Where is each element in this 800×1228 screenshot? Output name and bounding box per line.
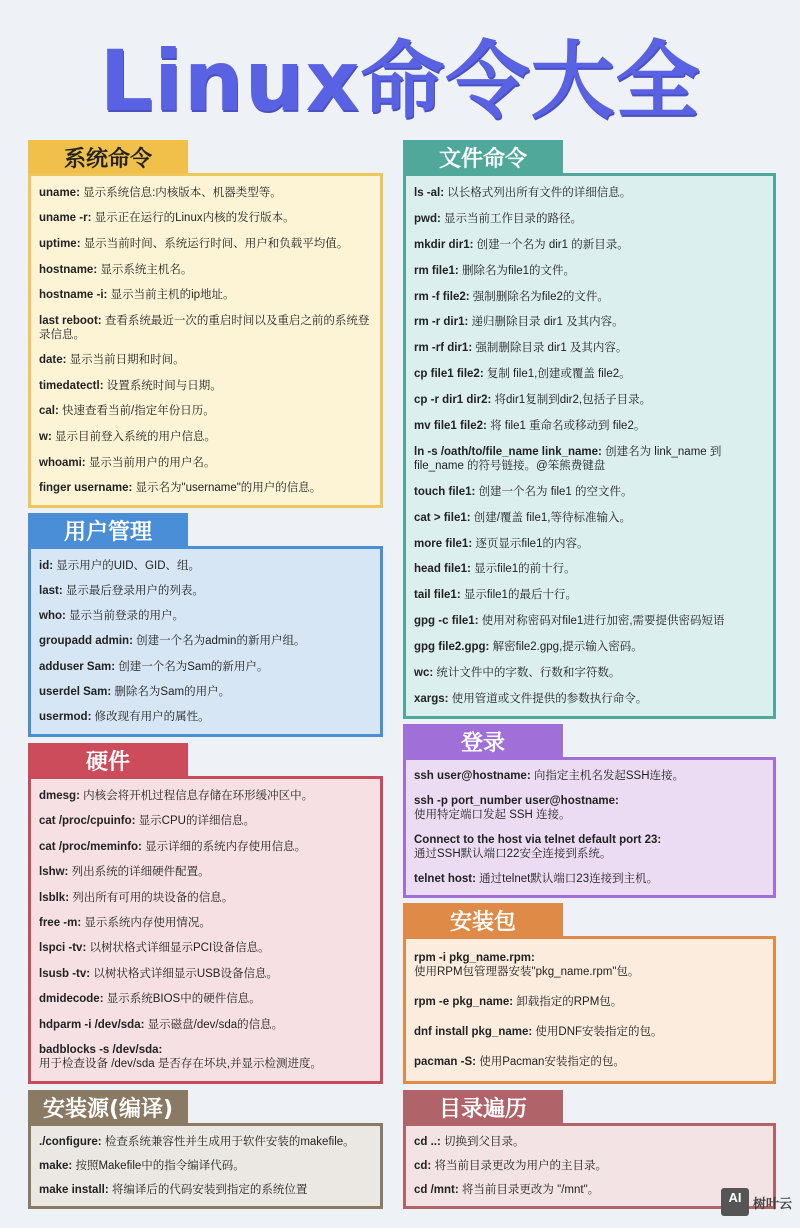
command-description: 内核会将开机过程信息存储在环形缓冲区中。 [79, 789, 314, 802]
command-item [39, 456, 372, 470]
command-name: touch file1: [414, 485, 476, 498]
command-description: 强制删除名为file2的文件。 [469, 290, 609, 303]
command-item [414, 264, 765, 278]
command-name: lspci -tv: [39, 942, 87, 955]
command-name: wc: [414, 666, 434, 679]
command-description: 将编译后的代码安装到指定的系统位置 [108, 1184, 308, 1196]
section-packages [403, 903, 776, 1084]
command-item [39, 1018, 372, 1032]
command-description: 显示名为"username"的用户的信息。 [132, 482, 322, 495]
command-list [28, 546, 383, 737]
command-description: 显示当前用户的用户名。 [85, 456, 216, 469]
section-title: 系统命令 [28, 140, 188, 174]
command-item [414, 562, 765, 576]
command-name: cp -r dir1 dir2: [414, 394, 492, 407]
command-name: cd: [414, 1160, 432, 1172]
command-description: 删除名为Sam的用户。 [111, 686, 231, 699]
command-description: 向指定主机名发起SSH连接。 [530, 770, 685, 783]
command-description: 使用RPM包管理器安装"pkg_name.rpm"包。 [414, 966, 640, 978]
command-name: pacman -S: [414, 1056, 476, 1068]
command-name: cal: [39, 405, 59, 418]
command-item [414, 393, 765, 407]
section-title: 安装源(编译) [28, 1090, 188, 1124]
command-description: 显示系统内存使用情况。 [81, 916, 211, 929]
command-name: dnf install pkg_name: [414, 1026, 533, 1038]
command-item [414, 511, 765, 525]
command-item [39, 186, 372, 200]
command-item [414, 341, 765, 355]
command-item [39, 559, 372, 573]
command-name: last: [39, 584, 63, 597]
command-name: ssh user@hostname: [414, 770, 531, 783]
command-list [28, 776, 383, 1084]
command-item [39, 379, 372, 393]
command-name: dmesg: [39, 789, 80, 802]
command-description: 使用Pacman安装指定的包。 [476, 1056, 625, 1068]
command-description: 删除名为file1的文件。 [458, 264, 576, 277]
section-hardware [28, 743, 383, 1084]
page-title: Linux命令大全 [99, 32, 701, 130]
command-description: 显示当前登录的用户。 [65, 610, 185, 623]
command-item [414, 485, 765, 499]
command-name: more file1: [414, 537, 473, 550]
command-description: 使用对称密码对file1进行加密,需要提供密码短语 [478, 615, 725, 628]
command-list [28, 1123, 383, 1209]
command-description: 逐页显示file1的内容。 [472, 537, 589, 550]
command-item [39, 710, 372, 724]
command-name: w: [39, 430, 52, 443]
command-item [39, 288, 372, 302]
command-description: 显示详细的系统内存使用信息。 [141, 840, 307, 853]
command-name: rm file1: [414, 264, 459, 277]
command-item [414, 794, 765, 822]
command-item [39, 211, 372, 225]
command-name: adduser Sam: [39, 660, 116, 673]
command-item [39, 840, 372, 854]
command-name: hdparm -i /dev/sda: [39, 1018, 145, 1031]
command-description: 创建一个名为 dir1 的新目录。 [473, 238, 629, 251]
command-item [39, 481, 372, 495]
command-name: ssh -p port_number user@hostname: [414, 795, 619, 808]
command-item [39, 941, 372, 955]
command-item [39, 237, 372, 251]
command-name: make install: [39, 1184, 109, 1196]
command-name: timedatectl: [39, 379, 104, 392]
command-item [414, 367, 765, 381]
command-name: ln -s /oath/to/file_name link_name: [414, 445, 602, 458]
command-name: dmidecode: [39, 993, 104, 1006]
command-name: badblocks -s /dev/sda: [39, 1044, 163, 1057]
command-item [414, 1183, 765, 1197]
command-description: 将当前目录更改为 "/mnt"。 [458, 1184, 600, 1196]
command-description: 显示最后登录用户的列表。 [62, 584, 204, 597]
command-item [414, 614, 765, 628]
command-description: 显示当前工作目录的路径。 [440, 212, 583, 225]
section-users [28, 513, 383, 737]
command-item [414, 666, 765, 680]
section-title: 目录遍历 [403, 1090, 563, 1124]
command-description: 显示当前日期和时间。 [66, 354, 185, 367]
command-item [414, 315, 765, 329]
command-name: hostname: [39, 263, 98, 276]
command-item [39, 404, 372, 418]
command-description: 按照Makefile中的指令编译代码。 [72, 1160, 245, 1172]
command-item [39, 314, 372, 342]
command-name: cat /proc/meminfo: [39, 840, 142, 853]
command-description: 显示用户的UID、GID、组。 [53, 559, 201, 572]
command-description: 设置系统时间与日期。 [103, 379, 222, 392]
command-name: make: [39, 1160, 73, 1172]
command-name: cp file1 file2: [414, 368, 484, 381]
command-description: 卸载指定的RPM包。 [513, 996, 623, 1008]
command-item [39, 609, 372, 623]
command-name: cat /proc/cpuinfo: [39, 815, 136, 828]
watermark-logo-icon: AI [721, 1188, 749, 1216]
command-item [414, 833, 765, 861]
command-item [414, 995, 765, 1009]
command-item [414, 290, 765, 304]
command-description: 使用DNF安装指定的包。 [532, 1026, 663, 1038]
command-description: 解密file2.gpg,提示输入密码。 [489, 641, 643, 654]
command-item [39, 967, 372, 981]
command-item [39, 992, 372, 1006]
command-description: 将当前目录更改为用户的主目录。 [431, 1160, 607, 1172]
command-name: ./configure: [39, 1136, 102, 1148]
watermark [721, 1188, 792, 1216]
command-item [39, 1135, 372, 1149]
command-description: 显示目前登入系统的用户信息。 [51, 430, 216, 443]
command-name: mv file1 file2: [414, 419, 487, 432]
command-item [39, 634, 372, 648]
command-description: 以树状格式详细显示USB设备信息。 [90, 967, 278, 980]
command-description: 使用特定端口发起 SSH 连接。 [414, 809, 571, 822]
command-name: telnet host: [414, 872, 476, 885]
command-description: 创建一个名为Sam的新用户。 [115, 660, 269, 673]
command-description: 将 file1 重命名或移动到 file2。 [486, 419, 646, 432]
command-item [414, 1055, 765, 1069]
command-list [403, 757, 776, 898]
command-list [28, 173, 383, 508]
command-item [39, 430, 372, 444]
command-item [414, 769, 765, 783]
command-name: gpg file2.gpg: [414, 641, 490, 654]
command-item [414, 1025, 765, 1039]
command-name: groupadd admin: [39, 635, 133, 648]
command-name: xargs: [414, 692, 449, 705]
command-item [39, 1183, 372, 1197]
command-description: 将dir1复制到dir2,包括子目录。 [491, 394, 652, 407]
command-description: 切换到父目录。 [440, 1136, 525, 1148]
command-description: 使用管道或文件提供的参数执行命令。 [448, 692, 648, 705]
command-item [414, 186, 765, 200]
command-list [403, 173, 776, 719]
command-name: cat > file1: [414, 511, 471, 524]
section-files [403, 140, 776, 719]
command-description: 递归删除目录 dir1 及其内容。 [468, 316, 624, 329]
command-name: lsblk: [39, 891, 70, 904]
command-description: 创建名为 link_name 到 file_name 的符号链接。@笨熊费键盘 [414, 445, 722, 472]
command-item [39, 789, 372, 803]
command-item [39, 891, 372, 905]
section-login [403, 724, 776, 898]
command-item [39, 685, 372, 699]
command-item [414, 212, 765, 226]
command-name: head file1: [414, 563, 471, 576]
section-title: 登录 [403, 724, 563, 758]
command-name: cd ..: [414, 1136, 441, 1148]
command-description: 创建/覆盖 file1,等待标准输入。 [470, 511, 631, 524]
command-description: 显示当前时间、系统运行时间、用户和负载平均值。 [80, 237, 349, 250]
section-build [28, 1090, 383, 1209]
command-description: 显示file1的前十行。 [470, 563, 576, 576]
command-description: 通过SSH默认端口22安全连接到系统。 [414, 847, 612, 860]
command-description: 修改现有用户的属性。 [91, 711, 210, 724]
command-item [39, 865, 372, 879]
command-item [414, 1135, 765, 1149]
command-name: rpm -e pkg_name: [414, 996, 514, 1008]
command-description: 复制 file1,创建或覆盖 file2。 [483, 368, 631, 381]
command-description: 创建一个名为 file1 的空文件。 [475, 485, 633, 498]
command-item [414, 419, 765, 433]
command-name: rm -rf dir1: [414, 342, 473, 355]
command-description: 显示CPU的详细信息。 [135, 815, 255, 828]
command-description: 显示系统主机名。 [97, 263, 193, 276]
command-name: hostname -i: [39, 289, 108, 302]
command-item [414, 1159, 765, 1173]
command-description: 显示磁盘/dev/sda的信息。 [144, 1018, 284, 1031]
section-title: 文件命令 [403, 140, 563, 174]
command-item [414, 692, 765, 706]
command-name: date: [39, 354, 67, 367]
section-title: 用户管理 [28, 513, 188, 547]
command-description: 显示系统信息:内核版本、机器类型等。 [79, 186, 282, 199]
command-description: 列出所有可用的块设备的信息。 [69, 891, 234, 904]
command-description: 以树状格式详细显示PCI设备信息。 [86, 942, 270, 955]
watermark-text: 树叶云 [752, 1195, 792, 1211]
command-name: whoami: [39, 456, 86, 469]
command-description: 统计文件中的字数、行数和字符数。 [433, 666, 621, 679]
command-item [414, 238, 765, 252]
command-item [39, 916, 372, 930]
command-name: uptime: [39, 237, 81, 250]
command-item [39, 1159, 372, 1173]
command-item [414, 640, 765, 654]
command-item [39, 814, 372, 828]
command-name: uname -r: [39, 212, 92, 225]
command-description: 显示系统BIOS中的硬件信息。 [103, 993, 261, 1006]
command-name: rpm -i pkg_name.rpm: [414, 952, 535, 964]
command-name: mkdir dir1: [414, 238, 474, 251]
command-name: lshw: [39, 866, 69, 879]
command-item [414, 588, 765, 602]
command-description: 快速查看当前/指定年份日历。 [58, 405, 215, 418]
command-item [39, 353, 372, 367]
command-name: gpg -c file1: [414, 615, 479, 628]
command-description: 用于检查设备 /dev/sda 是否存在坏块,并显示检测进度。 [39, 1058, 323, 1071]
command-name: userdel Sam: [39, 686, 112, 699]
command-name: cd /mnt: [414, 1184, 459, 1196]
command-description: 强制删除目录 dir1 及其内容。 [472, 342, 628, 355]
command-description: 检查系统兼容性并生成用于软件安装的makefile。 [101, 1136, 355, 1148]
section-system [28, 140, 383, 508]
command-name: id: [39, 559, 54, 572]
command-item [414, 872, 765, 886]
command-name: ls -al: [414, 186, 445, 199]
command-item [414, 951, 765, 979]
command-name: last reboot: [39, 314, 102, 327]
command-item [39, 660, 372, 674]
command-description: 显示当前主机的ip地址。 [107, 289, 235, 302]
command-name: who: [39, 610, 66, 623]
command-description: 创建一个名为admin的新用户组。 [132, 635, 306, 648]
command-name: rm -f file2: [414, 290, 470, 303]
command-item [414, 537, 765, 551]
command-item [39, 263, 372, 277]
section-title: 安装包 [403, 903, 563, 937]
command-description: 显示正在运行的Linux内核的发行版本。 [91, 212, 295, 225]
command-name: rm -r dir1: [414, 316, 469, 329]
command-name: pwd: [414, 212, 441, 225]
command-name: usermod: [39, 711, 92, 724]
command-item [414, 445, 765, 473]
command-name: Connect to the host via telnet default port 23: [414, 833, 662, 846]
command-description: 显示file1的最后十行。 [460, 589, 577, 602]
command-name: free -m: [39, 916, 82, 929]
command-name: lsusb -tv: [39, 967, 91, 980]
command-name: tail file1: [414, 589, 461, 602]
command-description: 通过telnet默认端口23连接到主机。 [475, 872, 659, 885]
command-item [39, 584, 372, 598]
command-list [403, 936, 776, 1084]
command-item [39, 1043, 372, 1071]
command-name: uname: [39, 186, 80, 199]
command-name: finger username: [39, 482, 133, 495]
command-description: 查看系统最近一次的重启时间以及重启之前的系统登录信息。 [39, 314, 370, 341]
command-description: 列出系统的详细硬件配置。 [68, 866, 210, 879]
section-title: 硬件 [28, 743, 188, 777]
command-description: 以长格式列出所有文件的详细信息。 [444, 186, 632, 199]
